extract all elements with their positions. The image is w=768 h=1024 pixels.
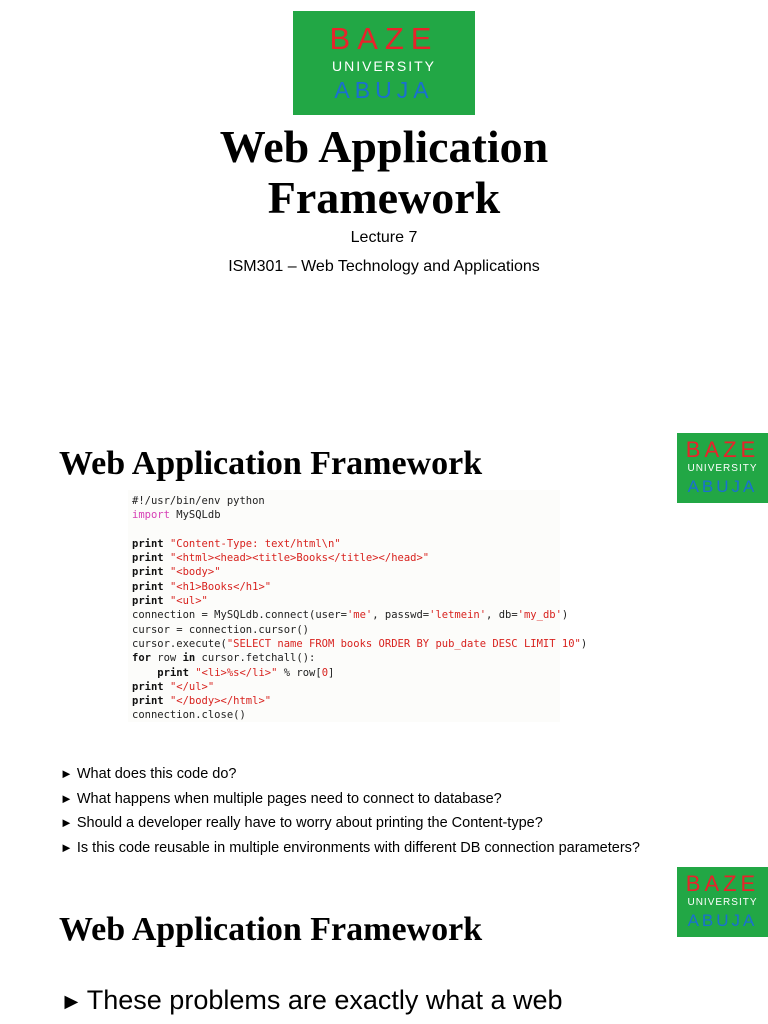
code-keyword: print bbox=[132, 552, 164, 565]
code-line bbox=[132, 680, 560, 694]
code-keyword: print bbox=[132, 595, 164, 608]
code-text: cursor = connection.cursor() bbox=[132, 623, 310, 636]
list-item bbox=[60, 811, 640, 836]
lecture-number: Lecture 7 bbox=[350, 229, 418, 246]
code-string: "Content-Type: text/html\n" bbox=[169, 537, 341, 550]
course-title: ISM301 – Web Technology and Applications bbox=[228, 258, 540, 275]
list-item-text: What does this code do? bbox=[76, 766, 237, 782]
code-string: "<html><head><title>Books</title></head>" bbox=[169, 552, 430, 565]
code-line bbox=[132, 537, 560, 551]
code-string: "<h1>Books</h1>" bbox=[169, 580, 272, 593]
list-item-text: Is this code reusable in multiple environments with different DB connection parameters? bbox=[76, 839, 640, 856]
python-code-snippet bbox=[128, 490, 588, 722]
logo-line-abuja: ABUJA bbox=[687, 477, 758, 496]
baze-university-logo bbox=[677, 867, 768, 937]
logo-line-baze: BAZE bbox=[685, 437, 760, 462]
list-item-text: These problems are exactly what a web bbox=[86, 985, 563, 1015]
slide-title-line1: Web Application bbox=[219, 121, 549, 172]
title-slide bbox=[0, 0, 768, 432]
code-line bbox=[132, 694, 560, 708]
code-text: , db= bbox=[486, 609, 518, 622]
code-shebang: #!/usr/bin/env python bbox=[132, 495, 265, 507]
logo-line-baze: BAZE bbox=[329, 21, 439, 56]
code-text: ) bbox=[561, 609, 569, 622]
triangle-bullet-icon: ► bbox=[60, 790, 73, 806]
code-string: "<body>" bbox=[169, 566, 221, 579]
code-text: row bbox=[150, 652, 183, 665]
slide-heading: Web Application Framework bbox=[59, 445, 483, 482]
code-indent bbox=[132, 667, 157, 679]
code-number: 0 bbox=[321, 666, 329, 679]
code-string: "</body></html>" bbox=[169, 695, 272, 708]
slide-title-line2: Framework bbox=[267, 172, 501, 223]
code-text: cursor.execute( bbox=[132, 637, 227, 650]
code-line-blank bbox=[132, 523, 560, 537]
code-line bbox=[132, 623, 560, 637]
logo-line-baze: BAZE bbox=[685, 871, 760, 896]
code-line bbox=[132, 565, 560, 579]
list-item-text: What happens when multiple pages need to connect to database? bbox=[76, 790, 502, 807]
problems-slide bbox=[0, 864, 768, 1024]
code-text: % row[ bbox=[277, 666, 322, 679]
code-string: "<li>%s</li>" bbox=[195, 666, 278, 679]
triangle-bullet-icon: ► bbox=[60, 988, 83, 1014]
code-string: "<ul>" bbox=[169, 595, 208, 608]
code-text: connection = MySQLdb.connect(user= bbox=[132, 609, 347, 622]
code-line bbox=[132, 666, 560, 680]
code-string: "SELECT name FROM books ORDER BY pub_date DESC LIMIT 10" bbox=[226, 637, 581, 650]
code-line bbox=[132, 580, 560, 594]
code-string: 'my_db' bbox=[517, 609, 562, 622]
code-line bbox=[132, 708, 560, 722]
code-line bbox=[132, 637, 588, 651]
logo-line-university: UNIVERSITY bbox=[687, 463, 758, 474]
baze-university-logo bbox=[677, 433, 768, 503]
code-text: MySQLdb bbox=[169, 509, 221, 522]
code-keyword: print bbox=[132, 537, 164, 550]
code-keyword: import bbox=[132, 509, 170, 522]
code-text: ] bbox=[328, 666, 335, 679]
code-line bbox=[132, 508, 560, 522]
slide-title bbox=[0, 121, 768, 223]
logo-line-abuja: ABUJA bbox=[334, 77, 434, 103]
code-string: "</ul>" bbox=[169, 680, 215, 693]
code-keyword: print bbox=[157, 666, 189, 679]
triangle-bullet-icon: ► bbox=[60, 766, 73, 781]
code-keyword: print bbox=[132, 680, 164, 693]
code-keyword: print bbox=[132, 695, 164, 708]
logo-line-university: UNIVERSITY bbox=[331, 58, 436, 74]
code-string: 'letmein' bbox=[429, 609, 487, 622]
list-item-text: Should a developer really have to worry about printing the Content-type? bbox=[76, 815, 543, 831]
code-keyword: for bbox=[132, 652, 151, 665]
list-item bbox=[60, 762, 640, 787]
list-item bbox=[60, 980, 563, 1021]
code-line bbox=[132, 551, 560, 565]
code-line bbox=[132, 594, 560, 608]
triangle-bullet-icon: ► bbox=[60, 839, 73, 855]
code-keyword: print bbox=[132, 580, 164, 593]
code-keyword: in bbox=[182, 652, 196, 665]
code-string: 'me' bbox=[346, 609, 373, 622]
triangle-bullet-icon: ► bbox=[60, 815, 73, 830]
code-line bbox=[132, 494, 560, 508]
code-text: , passwd= bbox=[372, 609, 430, 622]
logo-line-university: UNIVERSITY bbox=[687, 897, 758, 908]
code-line bbox=[132, 608, 569, 622]
list-item bbox=[60, 787, 640, 812]
logo-line-abuja: ABUJA bbox=[687, 911, 758, 930]
code-text: connection.close() bbox=[132, 709, 246, 722]
code-keyword: print bbox=[132, 566, 164, 579]
code-text: ) bbox=[580, 637, 588, 650]
list-item bbox=[60, 836, 640, 861]
code-text: cursor.fetchall(): bbox=[195, 652, 316, 665]
slide-heading: Web Application Framework bbox=[59, 911, 483, 948]
code-example-slide bbox=[0, 432, 768, 864]
code-line bbox=[132, 651, 560, 665]
baze-university-logo bbox=[293, 11, 475, 115]
